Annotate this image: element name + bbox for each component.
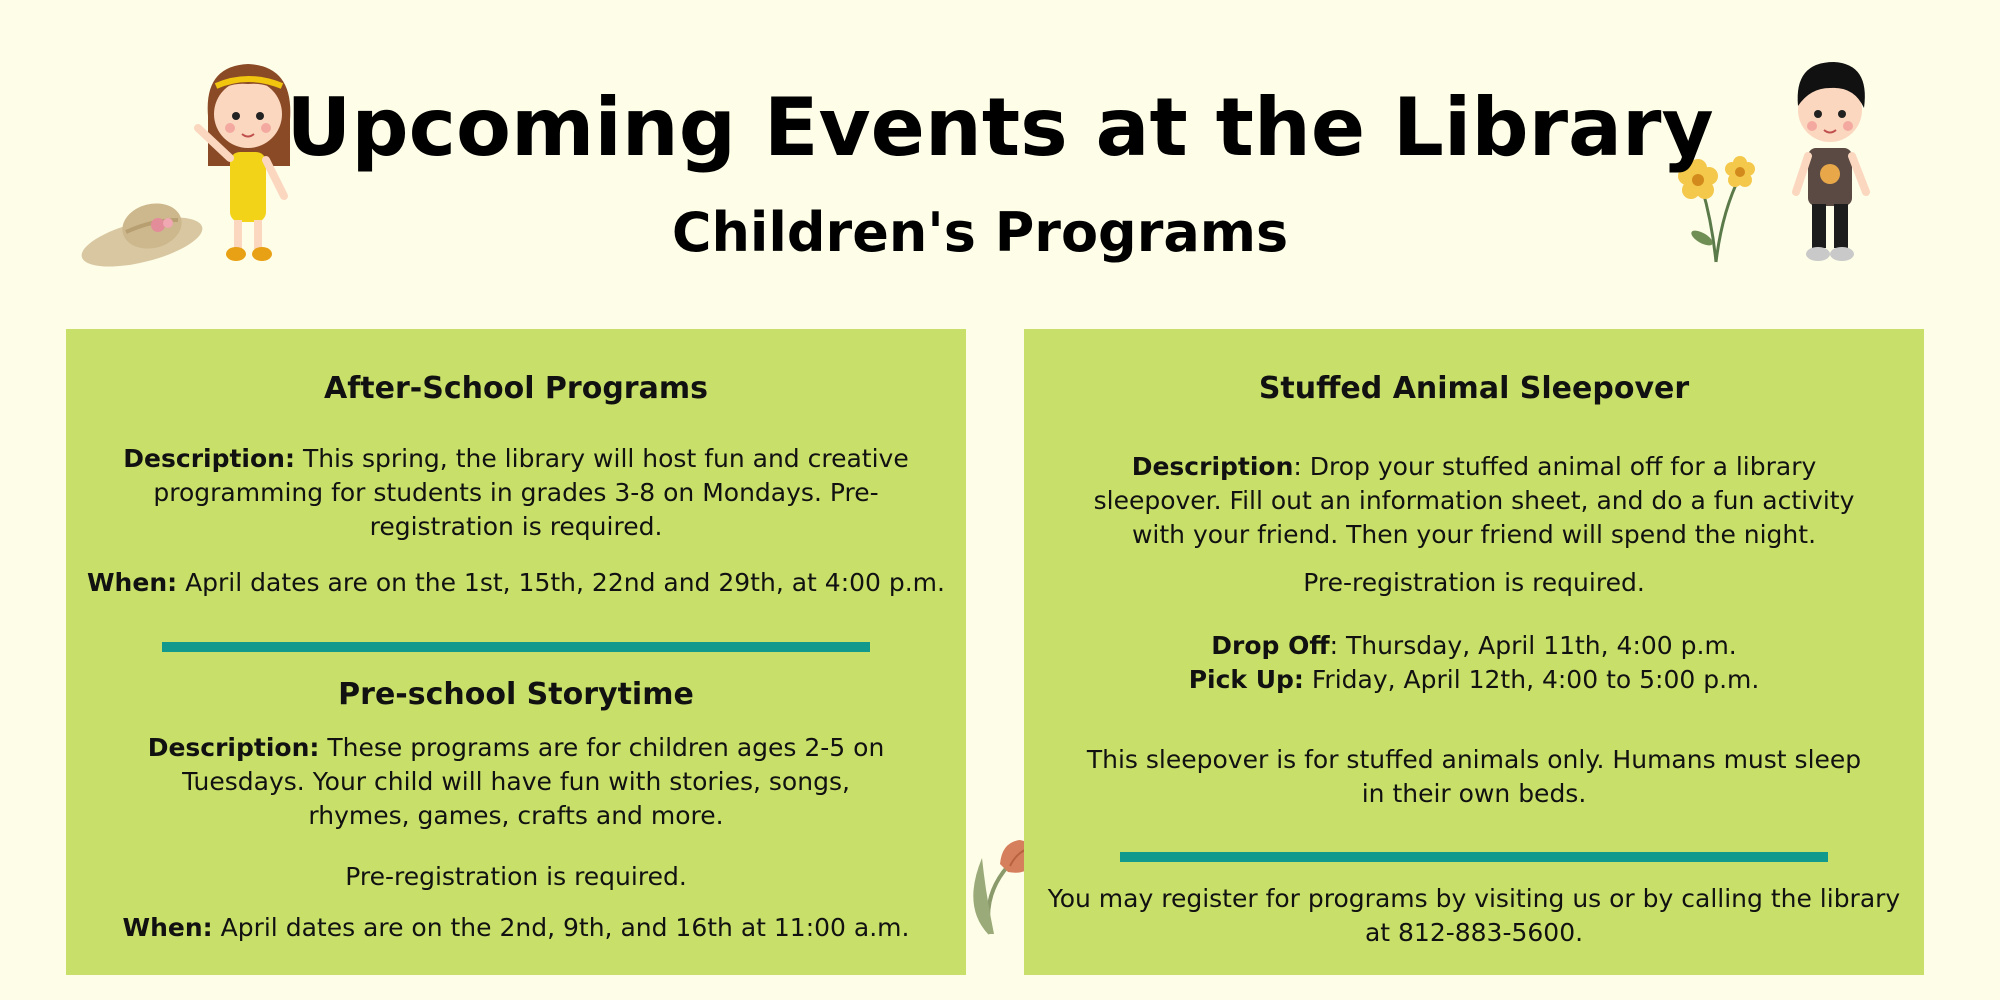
sleepover-description-label: Description bbox=[1131, 452, 1294, 481]
section-divider bbox=[162, 642, 870, 652]
storytime-description-label: Description: bbox=[147, 733, 320, 762]
storytime-description bbox=[66, 731, 966, 833]
sleepover-description-text: : Drop your stuffed animal off for a library sleepover. Fill out an information sheet, and do a fun activity with your friend. Then your friend will spend the night. bbox=[1093, 452, 1855, 549]
sleepover-pickup-text: Friday, April 12th, 4:00 to 5:00 p.m. bbox=[1311, 665, 1760, 694]
right-panel bbox=[1024, 329, 1924, 975]
sleepover-dropoff-label: Drop Off bbox=[1211, 631, 1330, 660]
sleepover-dropoff bbox=[1024, 629, 1924, 663]
page-subtitle: Children's Programs bbox=[671, 201, 1289, 264]
sleepover-prereg: Pre-registration is required. bbox=[1303, 568, 1645, 597]
register-info: You may register for programs by visiting us or by calling the library at 812-883-5600. bbox=[1047, 884, 1901, 947]
sleepover-pickup bbox=[1024, 663, 1924, 697]
storytime-heading: Pre-school Storytime bbox=[338, 677, 694, 712]
sleepover-dropoff-text: : Thursday, April 11th, 4:00 p.m. bbox=[1329, 631, 1737, 660]
after-school-description bbox=[66, 442, 966, 544]
storytime-description-text: These programs are for children ages 2-5 on Tuesdays. Your child will have fun with stories, songs, rhymes, games, crafts and more. bbox=[182, 733, 885, 830]
after-school-description-label: Description: bbox=[123, 444, 295, 473]
storytime-prereg: Pre-registration is required. bbox=[345, 862, 687, 891]
after-school-when-label: When: bbox=[86, 568, 178, 597]
after-school-heading: After-School Programs bbox=[324, 371, 708, 406]
sleepover-heading: Stuffed Animal Sleepover bbox=[1258, 371, 1690, 406]
left-panel bbox=[66, 329, 966, 975]
sleepover-note: This sleepover is for stuffed animals only. Humans must sleep in their own beds. bbox=[1086, 745, 1862, 808]
storytime-when-text: April dates are on the 2nd, 9th, and 16th at 11:00 a.m. bbox=[220, 913, 910, 942]
page-title: Upcoming Events at the Library bbox=[286, 81, 1714, 174]
sleepover-pickup-label: Pick Up: bbox=[1188, 665, 1304, 694]
storytime-when-label: When: bbox=[122, 913, 213, 942]
sleepover-description bbox=[1024, 450, 1924, 552]
storytime-when bbox=[66, 911, 966, 945]
section-divider bbox=[1120, 852, 1828, 862]
after-school-when bbox=[66, 566, 966, 600]
after-school-when-text: April dates are on the 1st, 15th, 22nd and 29th, at 4:00 p.m. bbox=[185, 568, 945, 597]
after-school-description-text: This spring, the library will host fun and creative programming for students in grades 3-8 on Mondays. Pre-registration is required. bbox=[153, 444, 909, 541]
